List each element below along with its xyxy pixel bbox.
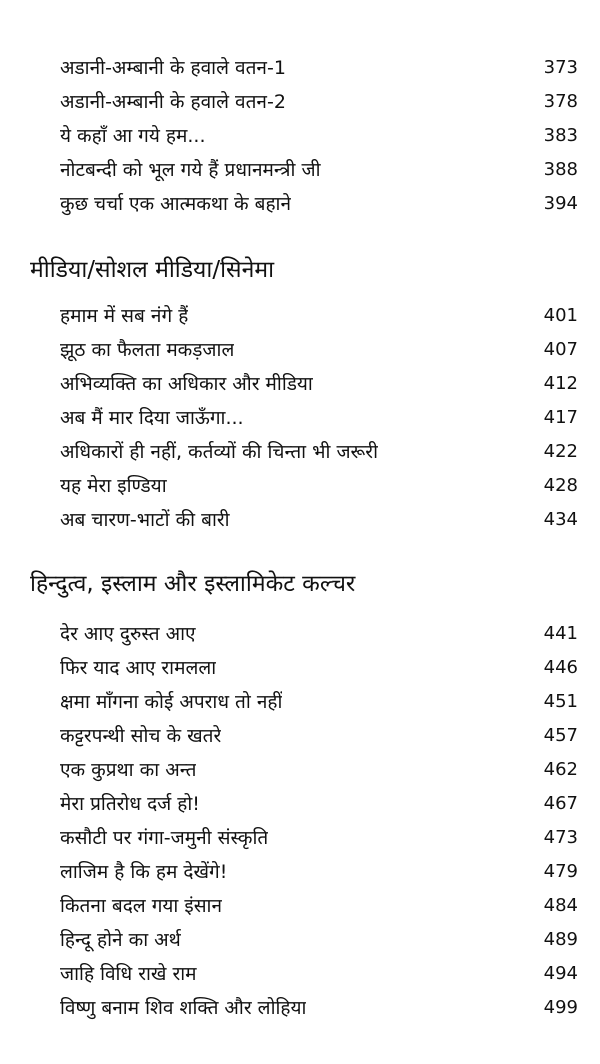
toc-entry[interactable] (60, 300, 578, 332)
toc-entry-page-number: 479 (543, 861, 578, 882)
toc-entry[interactable] (60, 188, 578, 220)
toc-entry-page-number: 378 (543, 91, 578, 112)
toc-entry-title: कुछ चर्चा एक आत्मकथा के बहाने (60, 193, 292, 215)
toc-entry-title: अडानी-अम्बानी के हवाले वतन-2 (60, 91, 286, 113)
toc-entry-page-number: 451 (543, 691, 578, 712)
toc-entry-title: क्षमा माँगना कोई अपराध तो नहीं (60, 691, 283, 713)
toc-entry-page-number: 484 (543, 895, 578, 916)
toc-entry-page-number: 383 (543, 125, 578, 146)
toc-entry-title: यह मेरा इण्डिया (60, 475, 167, 497)
toc-entry-page-number: 467 (543, 793, 578, 814)
toc-entry-page-number: 412 (543, 373, 578, 394)
toc-entry-page-number: 417 (543, 407, 578, 428)
toc-entry-title: अडानी-अम्बानी के हवाले वतन-1 (60, 57, 286, 79)
toc-entry-title: अधिकारों ही नहीं, कर्तव्यों की चिन्ता भी जरूरी (60, 441, 379, 463)
toc-entry[interactable] (60, 856, 578, 888)
toc-entry[interactable] (60, 754, 578, 786)
toc-entry-page-number: 407 (543, 339, 578, 360)
section-heading: मीडिया/सोशल मीडिया/सिनेमा (30, 257, 275, 283)
toc-entry[interactable] (60, 154, 578, 186)
toc-entry-page-number: 388 (543, 159, 578, 180)
toc-entry-title: अभिव्यक्ति का अधिकार और मीडिया (60, 373, 313, 395)
toc-entry-title: लाजिम है कि हम देखेंगे! (60, 861, 228, 883)
toc-entry-page-number: 446 (543, 657, 578, 678)
toc-entry[interactable] (60, 958, 578, 990)
toc-entry-title: हिन्दू होने का अर्थ (60, 929, 181, 951)
toc-entry[interactable] (60, 822, 578, 854)
toc-entry-page-number: 494 (543, 963, 578, 984)
toc-entry[interactable] (60, 992, 578, 1024)
toc-entry-title: एक कुप्रथा का अन्त (60, 759, 197, 781)
toc-entry[interactable] (60, 618, 578, 650)
toc-entry-page-number: 422 (543, 441, 578, 462)
toc-entry[interactable] (60, 402, 578, 434)
toc-entry-title: जाहि विधि राखे राम (60, 963, 197, 985)
toc-entry[interactable] (60, 504, 578, 536)
toc-entry[interactable] (60, 52, 578, 84)
toc-entry-title: अब मैं मार दिया जाऊँगा... (60, 407, 244, 429)
toc-entry-title: झूठ का फैलता मकड़जाल (60, 339, 235, 361)
toc-entry-title: कसौटी पर गंगा-जमुनी संस्कृति (60, 827, 269, 849)
toc-entry[interactable] (60, 470, 578, 502)
toc-entry-title: नोटबन्दी को भूल गये हैं प्रधानमन्त्री जी (60, 159, 321, 181)
toc-entry-page-number: 401 (543, 305, 578, 326)
toc-entry-page-number: 457 (543, 725, 578, 746)
toc-entry-page-number: 489 (543, 929, 578, 950)
toc-entry[interactable] (60, 924, 578, 956)
toc-entry[interactable] (60, 890, 578, 922)
toc-entry-title: फिर याद आए रामलला (60, 657, 217, 679)
toc-entry[interactable] (60, 120, 578, 152)
toc-entry[interactable] (60, 720, 578, 752)
section-heading: हिन्दुत्व, इस्लाम और इस्लामिकेट कल्चर (30, 571, 356, 597)
toc-entry[interactable] (60, 334, 578, 366)
toc-entry-page-number: 499 (543, 997, 578, 1018)
toc-entry-page-number: 462 (543, 759, 578, 780)
toc-entry-page-number: 394 (543, 193, 578, 214)
toc-entry[interactable] (60, 652, 578, 684)
toc-entry[interactable] (60, 686, 578, 718)
toc-entry-page-number: 434 (543, 509, 578, 530)
toc-entry-page-number: 473 (543, 827, 578, 848)
toc-entry-page-number: 441 (543, 623, 578, 644)
toc-entry-title: अब चारण-भाटों की बारी (60, 509, 230, 531)
toc-entry-title: मेरा प्रतिरोध दर्ज हो! (60, 793, 200, 815)
toc-entry-title: कट्टरपन्थी सोच के खतरे (60, 725, 222, 747)
toc-entry-title: ये कहाँ आ गये हम... (60, 125, 206, 147)
toc-entry[interactable] (60, 368, 578, 400)
toc-entry-page-number: 428 (543, 475, 578, 496)
toc-entry-title: कितना बदल गया इंसान (60, 895, 223, 917)
toc-entry[interactable] (60, 436, 578, 468)
toc-entry-title: हमाम में सब नंगे हैं (60, 305, 189, 327)
toc-entry-title: विष्णु बनाम शिव शक्ति और लोहिया (60, 997, 307, 1019)
toc-entry[interactable] (60, 86, 578, 118)
toc-entry-page-number: 373 (543, 57, 578, 78)
toc-entry-title: देर आए दुरुस्त आए (60, 623, 196, 645)
toc-entry[interactable] (60, 788, 578, 820)
